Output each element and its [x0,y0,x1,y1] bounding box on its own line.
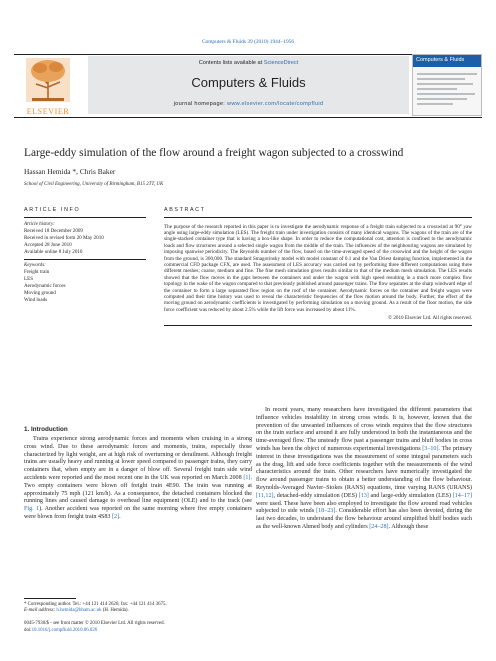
cover-line [417,78,465,80]
cover-title: Computers & Fluids [416,57,465,63]
citation-link[interactable]: [18–23] [316,508,336,515]
cover-band [413,55,481,67]
keyword: LES [24,276,34,283]
intro-paragraph [256,407,472,532]
cover-line [417,88,457,90]
intro-left-column [24,436,252,522]
copyright: © 2010 Elsevier Ltd. All rights reserved. [388,315,472,322]
journal-homepage [88,101,409,107]
keyword: Wind loads [24,297,48,304]
author-affiliation: School of Civil Engineering, University of Birmingham, B15 2TT, UK [24,182,164,187]
corresponding-author: * Corresponding author. Tel.: +44 121 414 2626; fax: +44 121 414 3675. [24,601,167,607]
journal-reference[interactable]: Computers & Fluids 39 (2010) 1944–1956 [201,39,295,45]
citation-link[interactable]: [1] [243,474,251,481]
homepage-prefix: journal homepage: [173,101,227,107]
article-info-rule [24,217,146,218]
keywords-rule [24,259,146,260]
contents-line [88,60,409,66]
email-link[interactable]: h.hemida@bham.ac.uk [56,608,102,613]
body-text: Trains experience strong aerodynamic forces and moments when cruising in a strong cross wind. Due to these aerodynamic forces and moments, trains, especially those characterized by light weight, are at high risk of overturning or derailment. Although freight trains are usually heavy and running at lower speed compared to passenger trains, they carry containers that, when empty are in a danger of blow off. Several freight train side wind accidents were reported and the most recent one in the UK was reported on March 2008 [24,436,252,481]
email-suffix: (H. Hemida). [101,608,129,613]
contents-prefix: Contents lists available at [198,60,264,66]
cover-line [417,93,475,95]
email-line [24,608,252,615]
history-entry: Received 18 December 2009 [24,227,83,234]
abstract-text: The purpose of the research reported in this paper is to investigate the aerodynamic response of a freight train subjected to a crosswind at 90° yaw angle using large-eddy simulation (LES). The freight train under investigation consists of many identical wagons. The wagons of the train are of the single-stacked container type that is having a box-like shape. In order to reduce the computational cost, attention is confined to the aerodynamic loads and flow structures around a selected single wagon from the middle of the train. The influences of the neighbouring wagons are simulated by imposing spanwise periodicity. The Reynolds number of the flow, based on the time-averaged speed of the crosswind and the height of the wagon from the ground, is 300,000. The standard Smagorinsky model with model constant of 0.1 and the Van Driest damping function, implemented in the commercial CFD package CFX, are used. The assessment of LES accuracy was carried out by performing three different computations using three different meshes; coarse, medium and fine. The fine mesh simulation gives results similar to that of the medium mesh simulation. The LES results showed that the flow moves in the gaps between the containers and under the wagon with high speed resulting in a much more complex flow topology in the wake of the wagon compared to that previously published around passenger trains. The flow separates at the sharp windward edge of the container to form a large separated flow region on the roof of the container. Aerodynamic forces on the container and freight wagon were computed and their time history was used to reveal the characteristic frequencies of the flow motion around the body. Further, the effect of the moving ground on aerodynamic coefficients is investigated by performing simulation on a moving ground. As a result of the floor motion, the side force coefficient was reduced by about 2.5% while the lift force was increased by about 11%. [164,223,472,313]
cover-line [417,98,467,100]
sciencedirect-link[interactable]: ScienceDirect [263,60,299,66]
history-label: Article history: [24,220,55,227]
cover-line [417,83,473,85]
issn-line: 0045-7930/$ - see front matter © 2010 Elsevier Ltd. All rights reserved. [24,621,165,626]
cover-line [417,103,453,105]
figure-link[interactable]: Fig. 1 [24,506,40,513]
abstract-top-rule [164,217,472,218]
history-entry: Available online 8 July 2010 [24,248,83,255]
journal-cover-thumbnail[interactable] [412,54,482,116]
history-entry: Accepted 28 June 2010 [24,241,72,248]
section-heading: 1. Introduction [24,426,68,433]
citation-link[interactable]: [14–17] [452,492,472,499]
body-text: were used. These have been also employed to investigate the flow around road vehicles subjected to side winds [256,500,472,515]
elsevier-logo[interactable] [14,54,82,116]
body-text: . Two empty containers were blown off freight train 4E90. The train was running at approximately 75 mph (121 km/h). As a consequence, the detached containers blocked the running lines and caused damage to overhead line equipment (OLE) and to the track (see [24,474,252,505]
citation-link[interactable]: [11,12] [256,492,274,499]
citation-link[interactable]: [3–10] [422,445,439,452]
keyword: Freight train [24,269,50,276]
footnote [24,598,252,615]
masthead-bottom-rule [14,117,482,118]
body-text: and large-eddy simulation (LES) [368,492,453,499]
body-text: , detached-eddy simulation (DES) [273,492,359,499]
history-entry: Received in revised form 20 May 2010 [24,234,104,241]
doi-line [24,628,165,635]
publisher-name: ELSEVIER [26,107,70,116]
body-text: ). Another accident was reported on the same morning where five empty containers were blown from freight train 4S83 [24,506,252,520]
journal-title: Computers & Fluids [191,75,306,90]
email-label: E-mail address: [24,608,57,613]
article-info [24,207,146,304]
journal-banner [88,56,409,114]
intro-paragraph [24,436,252,522]
abstract [164,207,472,326]
body-text: . Considerable effort has also been devoted, during the last two decades, to understand the flow behaviour around simplified bluff bodies such as the well-known Ahmed body and cylinders [256,508,472,530]
intro-right-column [256,407,472,532]
body-text: In recent years, many researchers have investigated the different parameters that influence vehicles instability in strong cross winds. It is, however, known that the prevention of the unwanted influences of cross winds requires that the flow structures on the train surface and around it are fully understood in both the instantaneous and the time-averaged flow. The unsteady flow past a passenger trains and bluff bodies in cross winds has been the object of numerous experimental investigations [256,407,472,452]
footnote-rule [24,598,76,599]
keyword: Moving ground [24,290,56,297]
cover-line [417,73,477,75]
abstract-bottom-rule [164,325,472,326]
body-text: . [119,513,121,520]
article-authors: Hassan Hemida *, Chris Baker [24,167,116,176]
citation-link[interactable]: [24–28] [369,523,389,530]
doi-prefix: doi: [24,627,32,633]
body-text: . Although these [388,523,429,530]
homepage-link[interactable]: www.elsevier.com/locate/compfluid [226,101,324,107]
masthead [14,54,482,118]
keyword: Aerodynamic forces [24,283,66,290]
doi-link[interactable]: 10.1016/j.compfluid.2010.06.026 [31,627,98,633]
abstract-heading: ABSTRACT [164,207,206,213]
article-title: Large-eddy simulation of the flow around a freight wagon subjected to a crosswind [24,147,404,159]
citation-link[interactable]: [2] [112,513,120,520]
article-info-heading: ARTICLE INFO [24,207,81,213]
keywords-label: Keywords: [24,262,46,269]
body-text: . The primary interest in these investigations was the measurement of some integral parameters such as the drag, lift and side force coefficients together with the measurements of the wind characteristics around the train. Other researchers have numerically investigated the flow around passenger trains to obtain a better understanding of the flow behaviour. Reynolds-Averaged Navier–Stokes (RANS) equations, time varying RANS (URANS) [256,445,472,491]
issn-doi [24,621,165,634]
citation-link[interactable]: [13] [358,492,369,499]
elsevier-tree-icon [14,54,82,106]
